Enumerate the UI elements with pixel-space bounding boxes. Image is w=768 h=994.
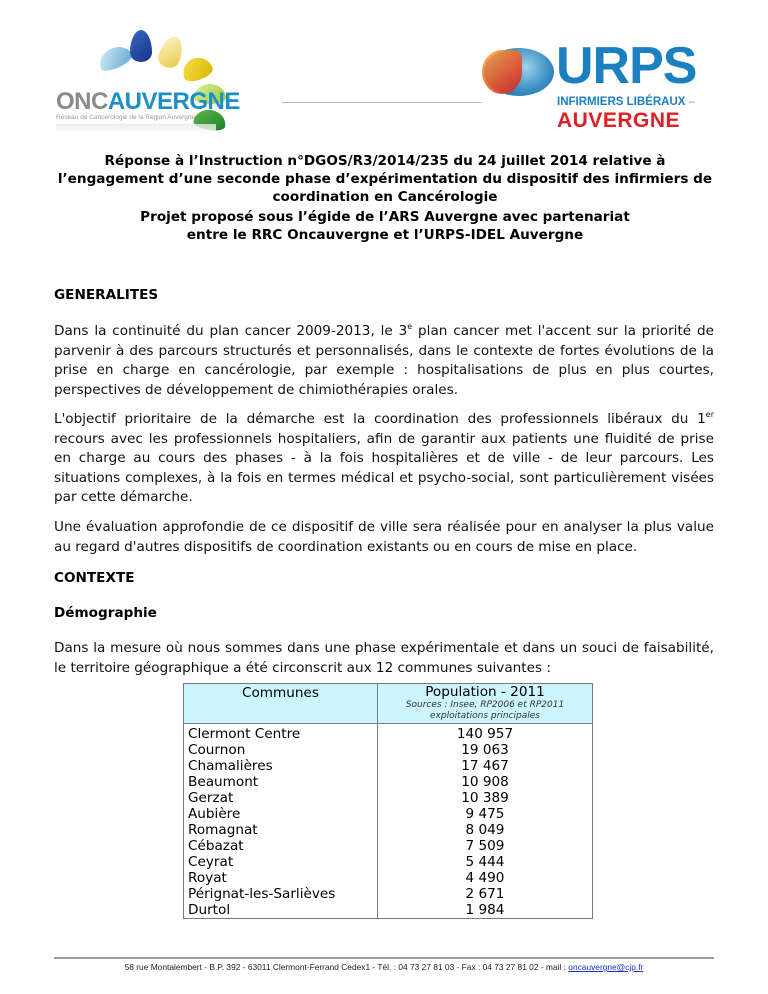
population-cell: 10 908 (378, 774, 593, 790)
urps-subtitle-text: INFIRMIERS LIBÉRAUX (557, 96, 686, 108)
commune-cell: Ceyrat (184, 854, 378, 870)
text-run: recours avec les professionnels hospitaliers, afin de garantir aux patients une fluidité de prise en charge au cours des phases - à la fois hospitalières et de ville - de leur parcours. Les situations complexes, à la fois en termes médical et psycho-social, sont particulièrement visées par cette démarche. (54, 430, 714, 505)
urps-subtitle-dash: – (688, 96, 696, 108)
commune-cell: Royat (184, 870, 378, 886)
commune-cell: Clermont Centre (184, 724, 378, 743)
paragraph-generalites-2 (54, 410, 714, 508)
subheading-demographie: Démographie (54, 605, 157, 621)
population-cell: 140 957 (378, 724, 593, 743)
population-cell: 8 049 (378, 822, 593, 838)
subtitle-line: Projet proposé sous l’égide de l’ARS Auvergne avec partenariat (140, 209, 630, 225)
commune-cell: Pérignat-les-Sarlièves (184, 886, 378, 902)
text-run: L'objectif prioritaire de la démarche est la coordination des professionnels libéraux du 1 (54, 411, 706, 427)
table-row (184, 870, 593, 886)
urps-wordmark: URPS (556, 37, 697, 95)
urps-region: AUVERGNE (557, 109, 681, 132)
table-row (184, 838, 593, 854)
superscript: er (705, 410, 714, 419)
commune-cell: Cébazat (184, 838, 378, 854)
leaf-pale-yellow-icon (155, 33, 187, 71)
logo-reflection (56, 124, 216, 133)
superscript: e (407, 322, 413, 331)
commune-cell: Romagnat (184, 822, 378, 838)
population-cell: 17 467 (378, 758, 593, 774)
footer-divider (54, 957, 714, 959)
document-subtitle (40, 208, 730, 244)
title-line: coordination en Cancérologie (272, 189, 498, 205)
table-row (184, 774, 593, 790)
text-run: plan cancer met l'accent sur la priorité de parvenir à des parcours structurés et personnalisés, dans le contexte de fortes évolutions de la prise en charge en cancérologie, par exemple : hospitalisations de plus en plus courtes, perspectives de développement de chimiothérapies orales. (54, 323, 714, 398)
population-cell: 10 389 (378, 790, 593, 806)
oncauvergne-wordmark (56, 88, 240, 116)
footer-contact (54, 962, 714, 972)
column-header-communes: Communes (184, 684, 378, 724)
commune-cell: Durtol (184, 902, 378, 919)
table-row (184, 758, 593, 774)
oncauvergne-tagline: Réseau de Cancérologie de la Région Auvergne (56, 114, 196, 121)
table-row (184, 854, 593, 870)
population-table (183, 683, 593, 919)
table-row (184, 886, 593, 902)
paragraph-generalites-3: Une évaluation approfondie de ce dispositif de ville sera réalisée pour en analyser la plus value au regard d'autres dispositifs de coordination existants ou en cours de mise en place. (54, 519, 714, 555)
heading-generalites: GENERALITES (54, 287, 159, 303)
table-row (184, 742, 593, 758)
email-link[interactable]: oncauvergne@cjp.fr (568, 962, 644, 972)
urps-subtitle (557, 96, 695, 108)
swoosh-icon (482, 50, 522, 94)
commune-cell: Chamalières (184, 758, 378, 774)
commune-cell: Gerzat (184, 790, 378, 806)
title-line: l’engagement d’une seconde phase d’expérimentation du dispositif des infirmiers de (57, 171, 713, 187)
population-cell: 1 984 (378, 902, 593, 919)
population-header-label: Population - 2011 (425, 684, 545, 700)
population-cell: 4 490 (378, 870, 593, 886)
paragraph-demographie: Dans la mesure où nous sommes dans une phase expérimentale et dans un souci de faisabilité, le territoire géographique a été circonscrit aux 12 communes suivantes : (54, 640, 714, 676)
population-cell: 7 509 (378, 838, 593, 854)
table-row (184, 790, 593, 806)
oncauvergne-logo (50, 28, 270, 136)
commune-cell: Aubière (184, 806, 378, 822)
commune-cell: Beaumont (184, 774, 378, 790)
footer-address: 58 rue Montalembert - B.P. 392 - 63011 Clermont-Ferrand Cedex1 - Tél. : 04 73 27 81 03 - Fax : 04 73 27 81 02 - mail : (124, 962, 569, 972)
table-header-row (184, 684, 593, 724)
subtitle-line: entre le RRC Oncauvergne et l’URPS-IDEL Auvergne (186, 227, 584, 243)
population-cell: 9 475 (378, 806, 593, 822)
heading-contexte: CONTEXTE (54, 570, 135, 586)
header-divider (282, 102, 482, 103)
leaf-yellow-icon (179, 54, 215, 85)
leaf-light-blue-icon (95, 42, 134, 74)
table-row (184, 724, 593, 743)
paragraph-generalites-1 (54, 322, 714, 400)
table-row (184, 902, 593, 919)
leaf-dark-blue-icon (130, 30, 152, 62)
title-line: Réponse à l’Instruction n°DGOS/R3/2014/235 du 24 juillet 2014 relative à (104, 153, 666, 169)
table-row (184, 822, 593, 838)
commune-cell: Cournon (184, 742, 378, 758)
population-cell: 19 063 (378, 742, 593, 758)
column-header-population (378, 684, 593, 724)
population-cell: 5 444 (378, 854, 593, 870)
population-cell: 2 671 (378, 886, 593, 902)
population-source-note: Sources : Insee, RP2006 et RP2011 exploitations principales (405, 700, 565, 721)
brand-suffix: AUVERGNE (107, 88, 240, 115)
document-title (40, 152, 730, 206)
urps-logo (484, 37, 724, 138)
brand-prefix: ONC (56, 88, 108, 115)
table-row (184, 806, 593, 822)
text-run: Dans la continuité du plan cancer 2009-2013, le 3 (54, 323, 408, 339)
